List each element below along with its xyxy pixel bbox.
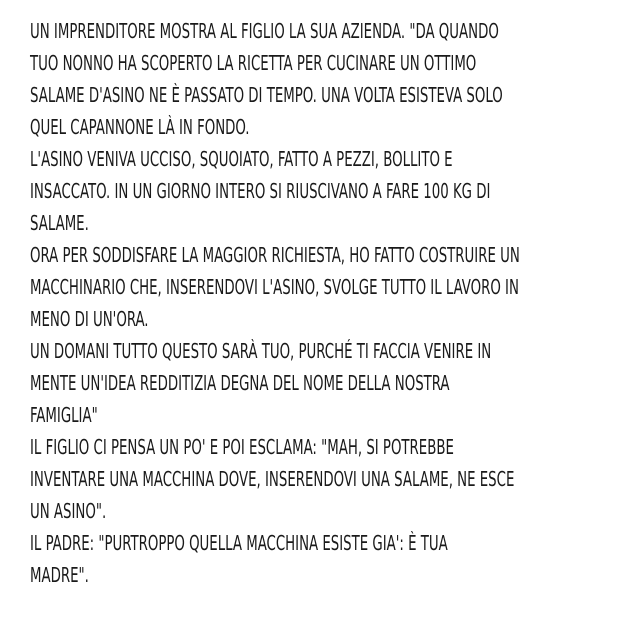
text-line: MACCHINARIO CHE, INSERENDOVI L'ASINO, SVOLGE TUTTO IL LAVORO IN [30,275,519,299]
text-line: ORA PER SODDISFARE LA MAGGIOR RICHIESTA, HO FATTO COSTRUIRE UN [30,243,520,267]
text-line: IL FIGLIO CI PENSA UN PO' E POI ESCLAMA: "MAH, SI POTREBBE [30,435,454,459]
text-line: MADRE". [30,563,89,587]
text-line: FAMIGLIA" [30,403,98,427]
text-line: TUO NONNO HA SCOPERTO LA RICETTA PER CUCINARE UN OTTIMO [30,51,477,75]
text-line: UN DOMANI TUTTO QUESTO SARÀ TUO, PURCHÉ TI FACCIA VENIRE IN [30,339,492,363]
text-line: UN IMPRENDITORE MOSTRA AL FIGLIO LA SUA AZIENDA. "DA QUANDO [30,19,499,43]
text-line: INSACCATO. IN UN GIORNO INTERO SI RIUSCIVANO A FARE 100 KG DI [30,179,491,203]
text-line: INVENTARE UNA MACCHINA DOVE, INSERENDOVI UNA SALAME, NE ESCE [30,467,515,491]
joke-text-block [30,15,605,591]
text-line: QUEL CAPANNONE LÀ IN FONDO. [30,115,250,139]
text-line: UN ASINO". [30,499,107,523]
text-line: SALAME D'ASINO NE È PASSATO DI TEMPO. UNA VOLTA ESISTEVA SOLO [30,83,503,107]
text-line: SALAME. [30,211,89,235]
text-line: MENTE UN'IDEA REDDITIZIA DEGNA DEL NOME DELLA NOSTRA [30,371,450,395]
text-line: L'ASINO VENIVA UCCISO, SQUOIATO, FATTO A PEZZI, BOLLITO E [30,147,453,171]
text-line: IL PADRE: "PURTROPPO QUELLA MACCHINA ESISTE GIA': È TUA [30,531,448,555]
text-line: MENO DI UN'ORA. [30,307,149,331]
